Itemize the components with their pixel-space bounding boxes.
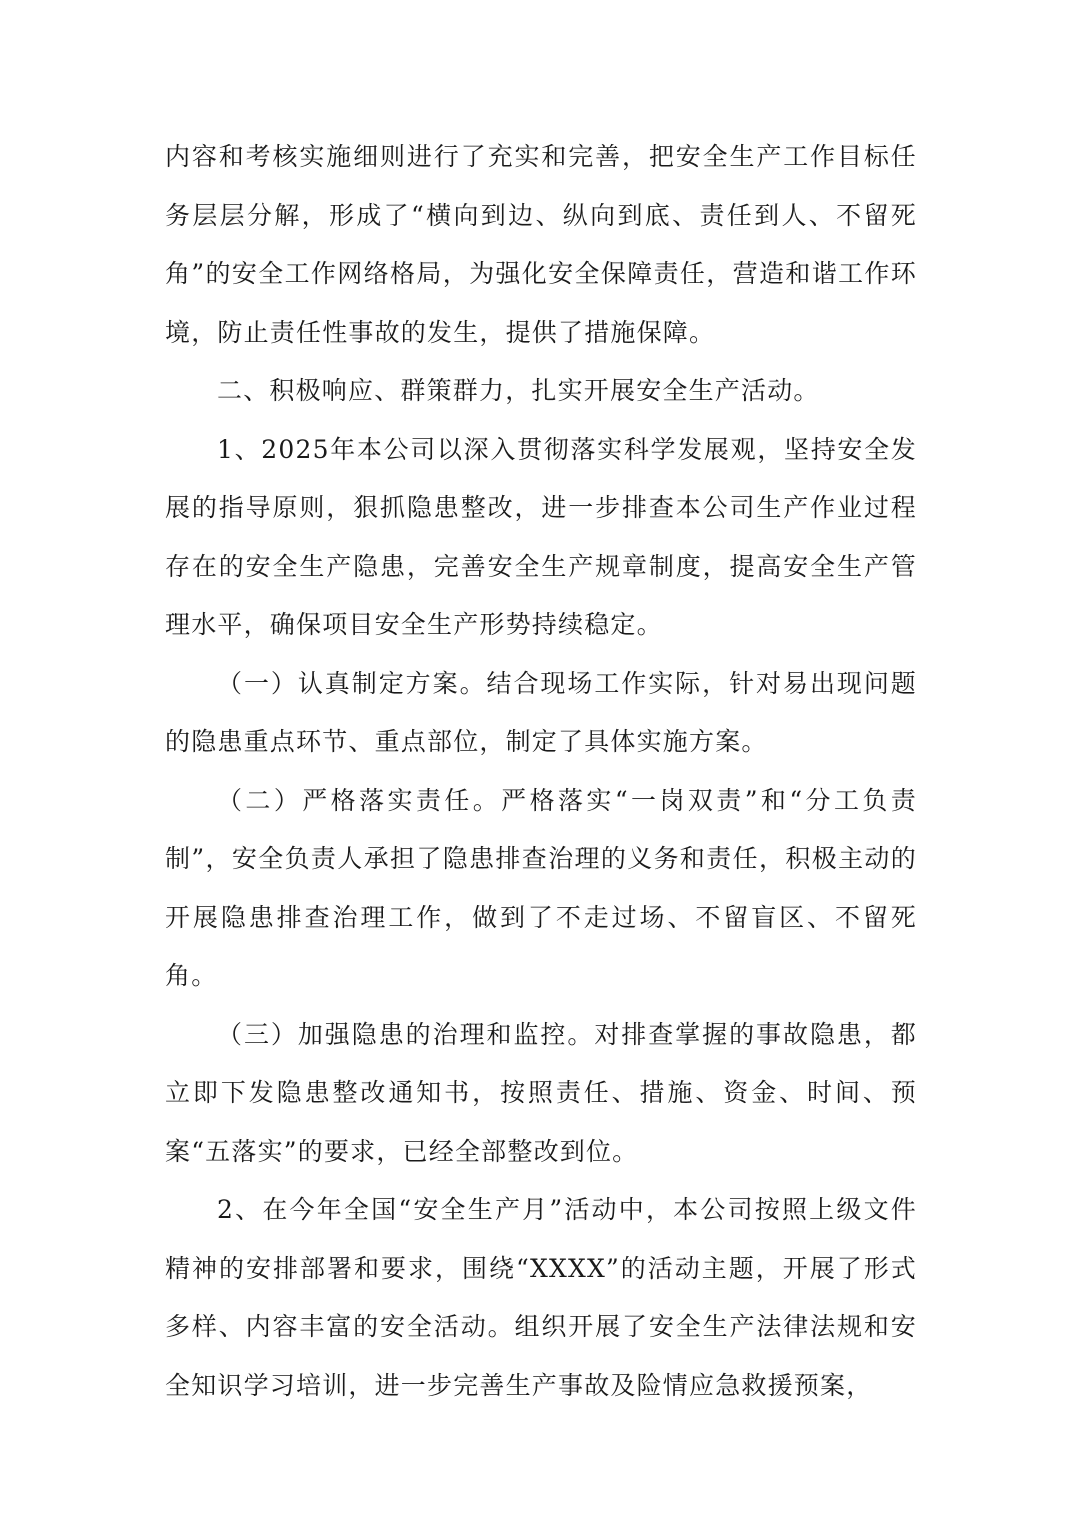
paragraph-4: （一）认真制定方案。结合现场工作实际，针对易出现问题的隐患重点环节、重点部位，制定了具体实施方案。	[165, 668, 917, 756]
paragraph-6: （三）加强隐患的治理和监控。对排查掌握的事故隐患，都立即下发隐患整改通知书，按照责任、措施、资金、时间、预案“五落实”的要求，已经全部整改到位。	[165, 1019, 917, 1166]
paragraph-3: 1、2025年本公司以深入贯彻落实科学发展观，坚持安全发展的指导原则，狠抓隐患整改，进一步排查本公司生产作业过程存在的安全生产隐患，完善安全生产规章制度，提高安全生产管理水平，确保项目安全生产形势持续稳定。	[165, 434, 917, 639]
paragraph-1: 内容和考核实施细则进行了充实和完善，把安全生产工作目标任务层层分解，形成了“横向到边、纵向到底、责任到人、不留死角”的安全工作网络格局，为强化安全保障责任，营造和谐工作环境，防止责任性事故的发生，提供了措施保障。	[165, 142, 917, 347]
paragraph-2-section-heading: 二、积极响应、群策群力，扎实开展安全生产活动。	[217, 376, 820, 405]
document-body	[165, 128, 917, 1415]
paragraph-5: （二）严格落实责任。严格落实“一岗双责”和“分工负责制”，安全负责人承担了隐患排查治理的义务和责任，积极主动的开展隐患排查治理工作，做到了不走过场、不留盲区、不留死角。	[165, 785, 917, 990]
paragraph-7: 2、在今年全国“安全生产月”活动中，本公司按照上级文件精神的安排部署和要求，围绕“XXXX”的活动主题，开展了形式多样、内容丰富的安全活动。组织开展了安全生产法律法规和安全知识学习培训，进一步完善生产事故及险情应急救援预案，	[165, 1195, 917, 1400]
